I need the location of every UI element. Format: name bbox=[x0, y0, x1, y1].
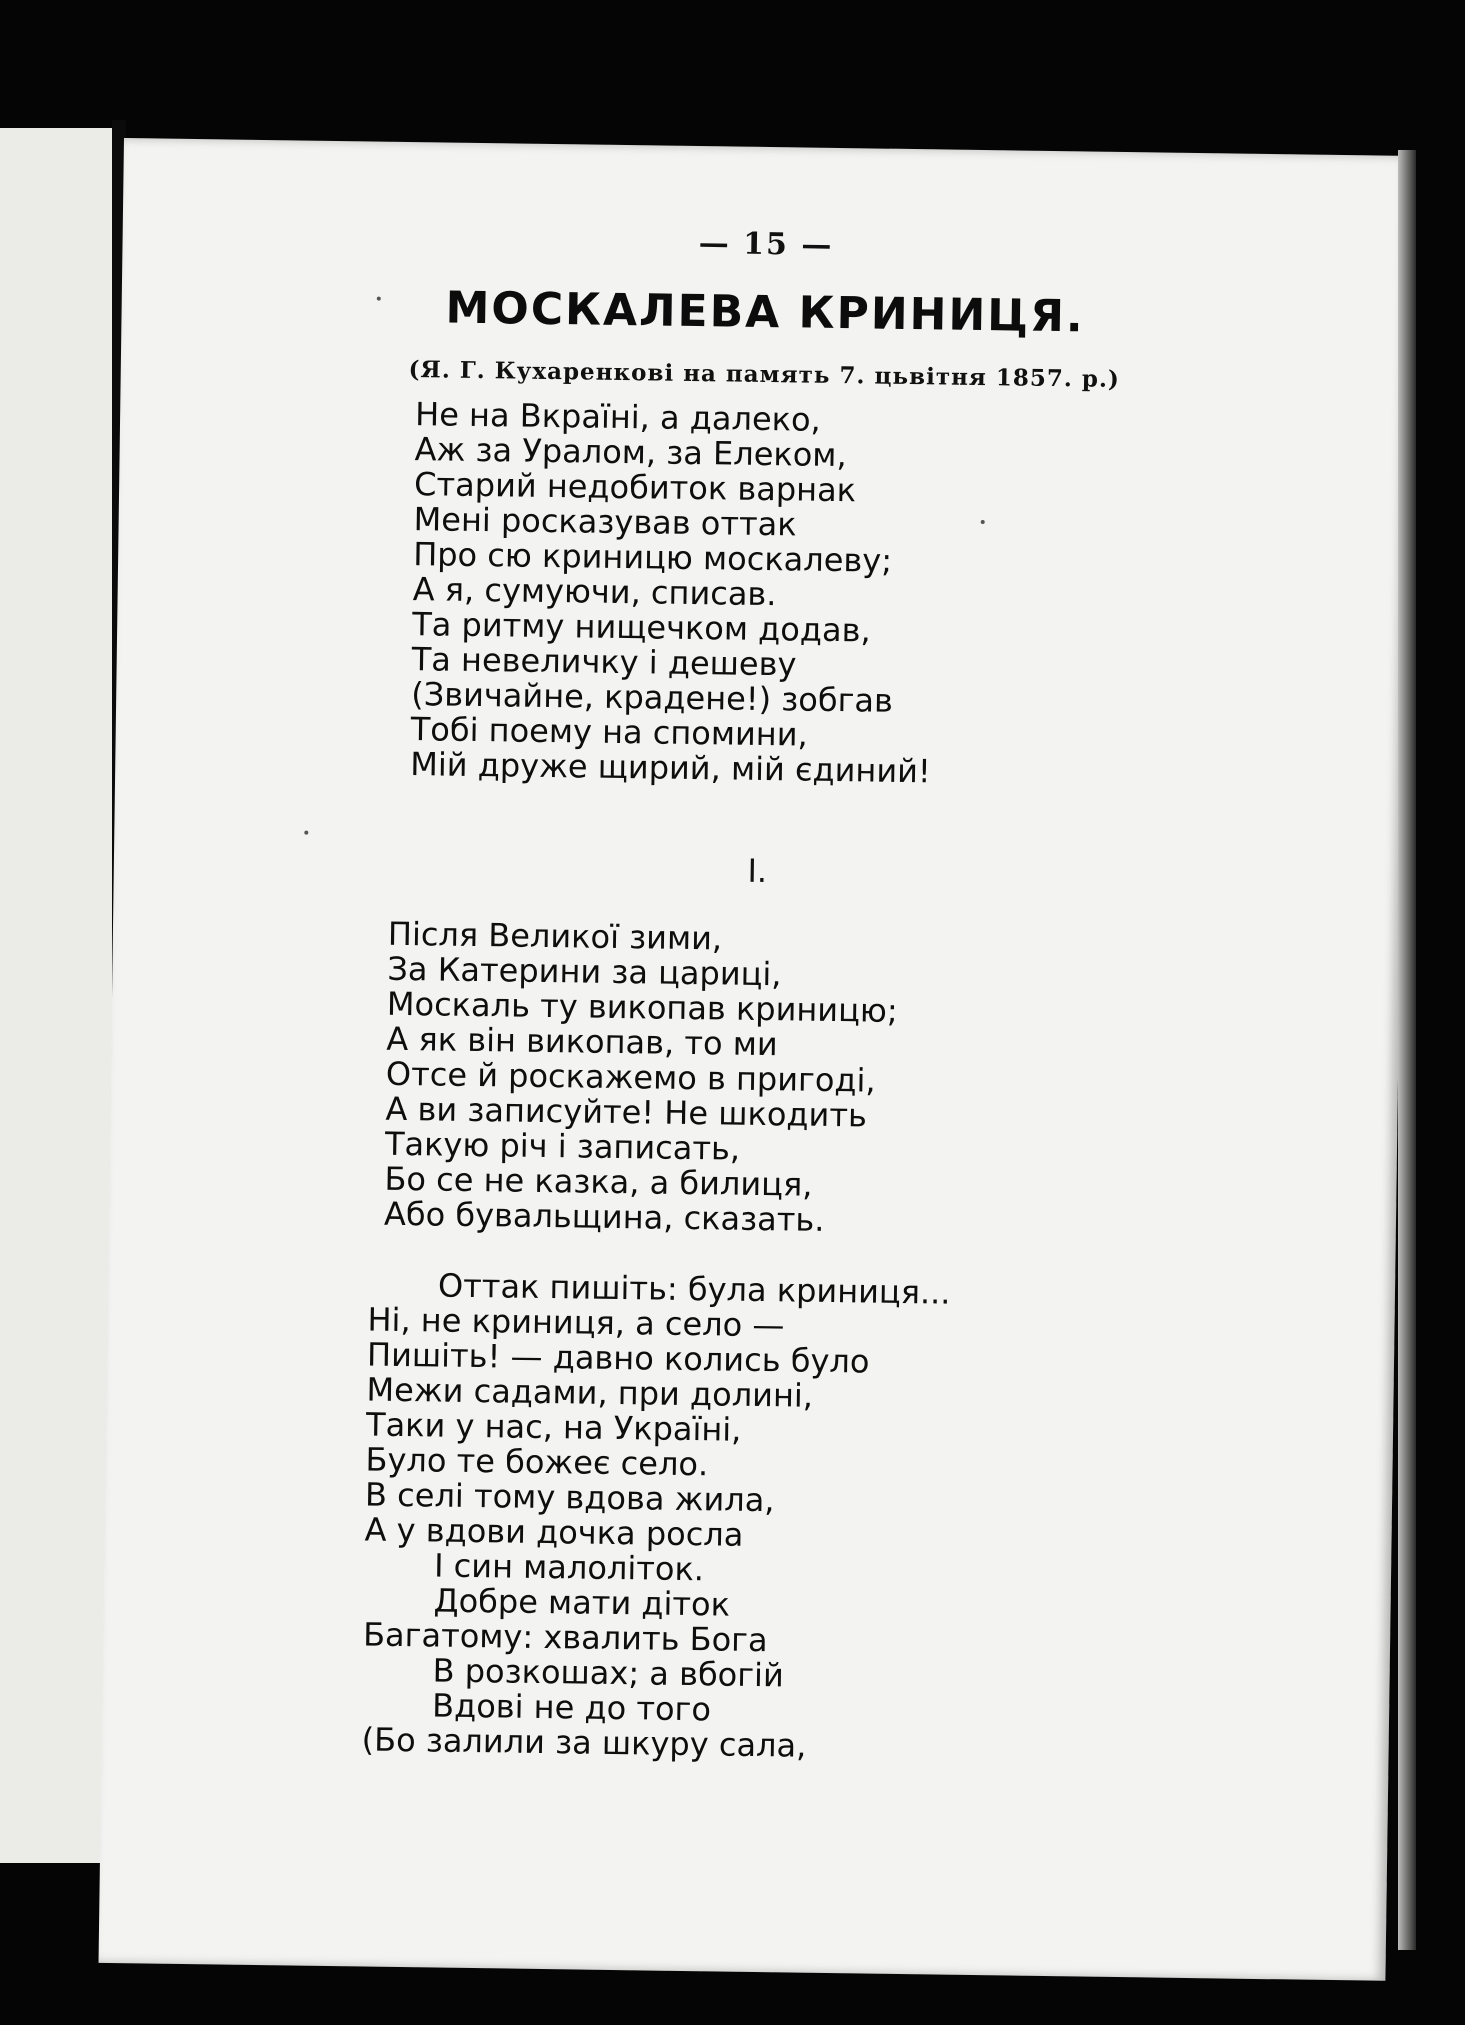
poem-line: Про сю криницю москалеву; bbox=[412, 535, 893, 580]
poem-line: А я, сумуючи, списав. bbox=[412, 570, 777, 614]
poem-line: Після Великої зими, bbox=[387, 914, 723, 958]
poem-line: Бо се не казка, а билиця, bbox=[384, 1159, 813, 1204]
poem-line: Мій друже щирий, мій єдиний! bbox=[410, 745, 932, 791]
paper-speck bbox=[377, 297, 381, 301]
poem-line: А ви записуйте! Не шкодить bbox=[385, 1089, 868, 1135]
poem-line: Добре мати діток bbox=[433, 1581, 731, 1624]
intro-stanza bbox=[410, 397, 936, 789]
poem-line: І син малоліток. bbox=[433, 1546, 705, 1589]
poem-line: Оттак пишіть: була криниця... bbox=[437, 1266, 951, 1312]
poem-line: (Бо залили за шкуру сала, bbox=[361, 1720, 807, 1765]
poem-line: Мені росказував оттак bbox=[413, 500, 797, 544]
left-page-edge bbox=[0, 128, 118, 1863]
paper-speck bbox=[304, 831, 308, 835]
section-one-stanza bbox=[383, 914, 899, 1239]
section-numeral: I. bbox=[747, 851, 768, 891]
poem-line: Не на Вкраїні, а далеко, bbox=[414, 395, 822, 439]
poem-line: Таки у нас, на Україні, bbox=[365, 1405, 742, 1449]
poem-line: В селі тому вдова жила, bbox=[364, 1475, 775, 1520]
poem-line: Або бувальщина, сказать. bbox=[383, 1194, 825, 1239]
poem-line: Пишіть! — давно колись було bbox=[366, 1335, 870, 1381]
poem-line: Та невеличку і дешеву bbox=[411, 640, 797, 684]
poem-line: (Звичайне, крадене!) зобгав bbox=[410, 675, 894, 720]
section-one-second-stanza bbox=[361, 1268, 950, 1766]
poem-dedication: (Я. Г. Кухаренкові на память 7. цьвітня 1857. р.) bbox=[408, 355, 1121, 393]
poem-line: За Катерини за цариці, bbox=[387, 949, 782, 994]
paper-speck bbox=[981, 520, 985, 524]
poem-line: Багатому: хвалить Бога bbox=[362, 1615, 768, 1660]
poem-line: Аж за Уралом, за Елеком, bbox=[414, 430, 847, 475]
page-edge-shadow bbox=[1398, 150, 1416, 1950]
poem-line: Тобі поему на спомини, bbox=[410, 710, 808, 754]
page-number: — 15 — bbox=[698, 226, 834, 263]
poem-line: Межи садами, при долині, bbox=[366, 1370, 814, 1415]
poem-line: А як він викопав, то ми bbox=[386, 1019, 778, 1064]
poem-line: Старий недобиток варнак bbox=[413, 465, 857, 510]
poem-line: Ні, не криниця, а село — bbox=[367, 1300, 785, 1345]
poem-title: МОСКАЛЕВА КРИНИЦЯ. bbox=[445, 282, 1085, 343]
poem-line: Отсе й роскажемо в пригоді, bbox=[385, 1054, 876, 1100]
poem-line: Та ритму нищечком додав, bbox=[411, 605, 871, 650]
poem-line: Було те божеє село. bbox=[365, 1440, 709, 1484]
poem-line: А у вдови дочка росла bbox=[364, 1510, 744, 1554]
poem-line: Такую річ і записать, bbox=[384, 1124, 741, 1168]
poem-line: В розкошах; а вбогій bbox=[432, 1651, 785, 1695]
poem-line: Вдові не до того bbox=[431, 1686, 712, 1729]
book-page bbox=[99, 138, 1411, 1981]
poem-line: Москаль ту викопав криницю; bbox=[386, 984, 898, 1030]
